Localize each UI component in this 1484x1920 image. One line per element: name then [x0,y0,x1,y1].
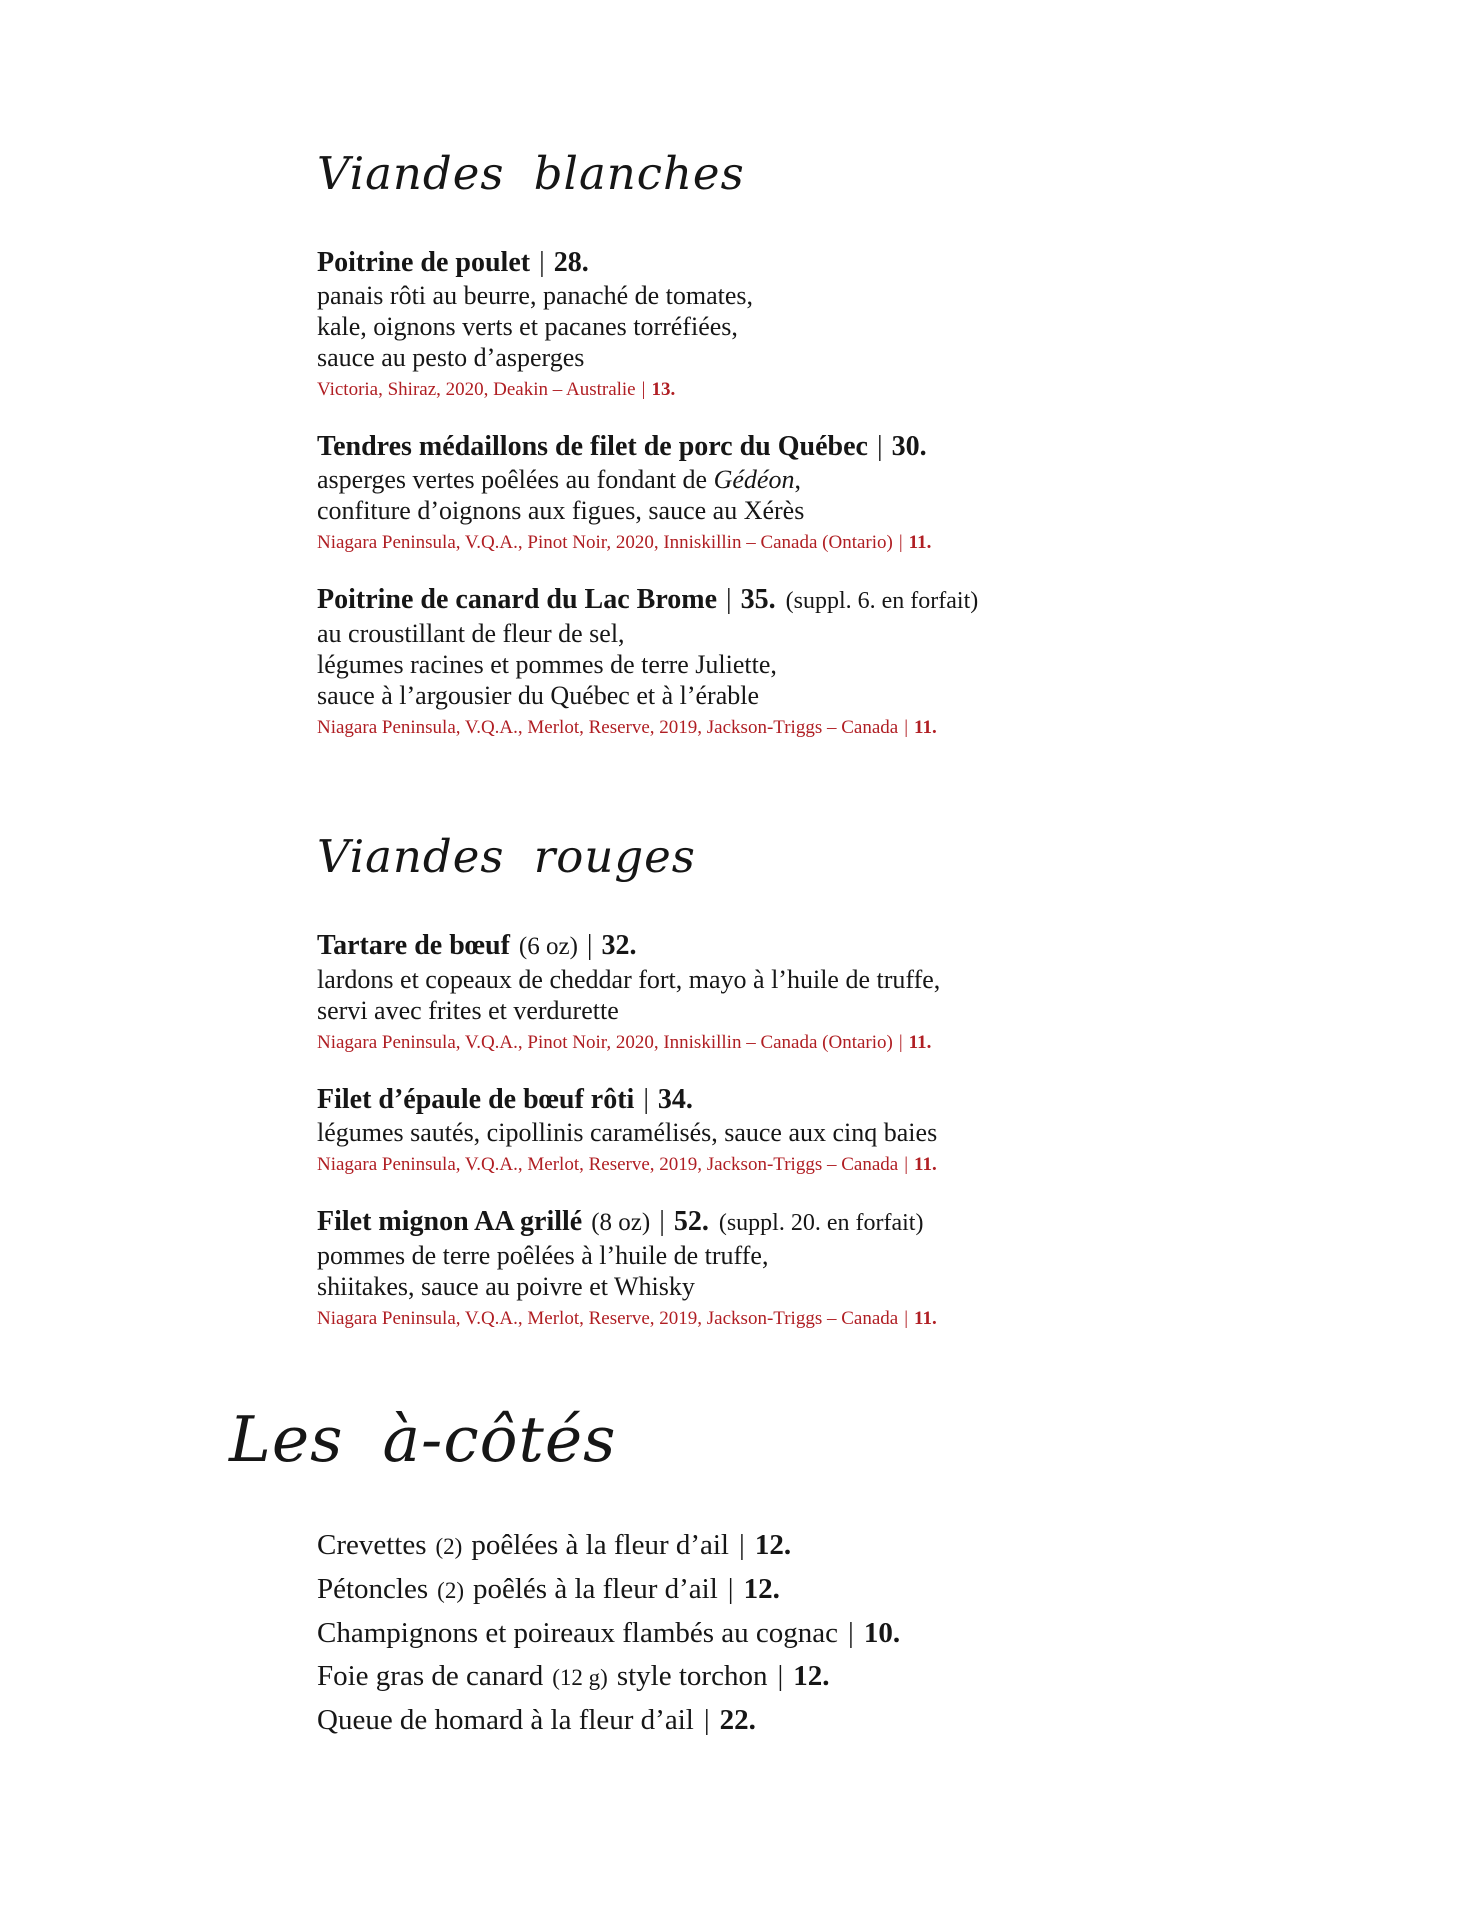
wine-price: 11. [914,1308,937,1329]
price-separator: | [898,1032,903,1053]
dish-description-line: kale, oignons verts et pacanes torréfiées, [317,312,738,341]
side-item-quantity: (12 g) [552,1665,608,1690]
dish-name: Tendres médaillons de filet de porc du Québec [317,431,868,462]
price-separator: | [904,717,908,738]
side-item-name: Crevettes [317,1529,427,1561]
side-item [317,1568,1424,1612]
dish-title [317,430,1424,464]
side-item-price: 12. [793,1660,830,1692]
price-separator: | [904,1308,908,1329]
dish-poitrine-de-canard [317,583,1424,739]
section-viandes-rouges [317,829,1424,1330]
dish-price: 34. [657,1084,693,1115]
description-text: asperges vertes poêlées au fondant de [317,465,714,494]
dish-title [317,929,1424,964]
wine-name: Victoria, Shiraz, 2020, Deakin – Australie [317,379,636,400]
dish-description-line: sauce au pesto d’asperges [317,343,585,372]
dish-size: (8 oz) [591,1209,651,1236]
wine-name: Niagara Peninsula, V.Q.A., Merlot, Reserve, 2019, Jackson-Triggs – Canada [317,1154,899,1175]
price-separator: | [539,247,545,278]
price-separator: | [703,1704,710,1736]
price-separator: | [898,532,903,553]
dish-price: 32. [601,930,637,961]
price-separator: | [904,1154,908,1175]
side-item-name-rest: poêlés à la fleur d’ail [472,1573,718,1605]
side-item-name: Foie gras de canard [317,1660,544,1692]
wine-name: Niagara Peninsula, V.Q.A., Merlot, Reserve, 2019, Jackson-Triggs – Canada [317,1308,899,1329]
side-item-quantity: (2) [437,1578,464,1603]
price-separator: | [641,379,646,400]
dish-supplement: (suppl. 6. en forfait) [785,588,979,614]
section-heading: Viandes blanches [317,147,745,200]
dish-name: Poitrine de canard du Lac Brome [317,584,718,615]
wine-pairing [317,716,1424,739]
wine-price: 11. [914,717,937,738]
wine-pairing [317,1153,1424,1176]
sides-list [317,1524,1424,1742]
dish-title [317,246,1424,280]
side-item-price: 22. [719,1704,756,1736]
dish-size: (6 oz) [518,933,578,960]
dish-price: 52. [673,1206,709,1237]
wine-pairing [317,531,1424,554]
dish-price: 30. [891,431,927,462]
wine-price: 13. [651,379,676,400]
dish-tartare-de-boeuf [317,929,1424,1054]
dish-name: Tartare de bœuf [317,930,510,961]
side-item-name: Queue de homard à la fleur d’ail [317,1704,694,1736]
dish-description-line: sauce à l’argousier du Québec et à l’érable [317,681,760,710]
dish-description-line: au croustillant de fleur de sel, [317,619,625,648]
side-item-name-rest: style torchon [616,1660,768,1692]
description-text: , [794,465,801,494]
dish-filet-epaule [317,1083,1424,1176]
wine-name: Niagara Peninsula, V.Q.A., Pinot Noir, 2020, Inniskillin – Canada (Ontario) [317,532,893,553]
price-separator: | [876,431,883,462]
side-item [317,1524,1424,1568]
side-item-name-rest: poêlées à la fleur d’ail [471,1529,729,1561]
wine-pairing [317,1031,1424,1054]
dish-description-line: pommes de terre poêlées à l’huile de truffe, [317,1241,769,1270]
dish-title [317,1205,1424,1240]
sides-heading: Les à-côtés [229,1403,617,1476]
price-separator: | [586,930,593,961]
side-item [317,1612,1424,1655]
price-separator: | [739,1529,745,1561]
section-heading: Viandes rouges [317,830,696,883]
price-separator: | [848,1617,854,1649]
side-item [317,1655,1424,1699]
side-item-price: 12. [754,1529,792,1561]
wine-name: Niagara Peninsula, V.Q.A., Pinot Noir, 2020, Inniskillin – Canada (Ontario) [317,1032,893,1053]
dish-medaillons-porc [317,430,1424,554]
side-item-name: Champignons et poireaux flambés au cognac [317,1617,839,1649]
dish-description-line: légumes sautés, cipollinis caramélisés, sauce aux cinq baies [317,1118,938,1147]
side-item-price: 12. [743,1573,780,1605]
dish-name: Filet mignon AA grillé [317,1206,583,1237]
dish-description-line: servi avec frites et verdurette [317,996,619,1025]
side-item [317,1699,1424,1742]
dish-price: 28. [553,247,589,278]
dish-price: 35. [740,584,776,615]
side-item-price: 10. [863,1617,901,1649]
dish-poitrine-de-poulet [317,246,1424,401]
wine-pairing [317,378,1424,401]
wine-pairing [317,1307,1424,1330]
dish-description-line: légumes racines et pommes de terre Juliette, [317,650,777,679]
section-les-a-cotes [229,1402,1424,1742]
price-separator: | [726,584,732,615]
wine-price: 11. [908,532,932,553]
side-item-quantity: (2) [435,1534,463,1559]
dish-description-line [317,464,1424,495]
dish-supplement: (suppl. 20. en forfait) [718,1210,924,1236]
dish-title [317,583,1424,618]
wine-price: 11. [908,1032,932,1053]
dish-description-line: lardons et copeaux de cheddar fort, mayo à l’huile de truffe, [317,965,941,994]
dish-description-line: panais rôti au beurre, panaché de tomates, [317,281,754,310]
description-italic-text: Gédéon [713,465,795,494]
dish-description-line: shiitakes, sauce au poivre et Whisky [317,1272,695,1301]
price-separator: | [777,1660,784,1692]
wine-name: Niagara Peninsula, V.Q.A., Merlot, Reserve, 2019, Jackson-Triggs – Canada [317,717,899,738]
wine-price: 11. [914,1154,937,1175]
dish-description-line: confiture d’oignons aux figues, sauce au Xérès [317,496,805,525]
dish-title [317,1083,1424,1117]
price-separator: | [727,1573,734,1605]
price-separator: | [659,1206,665,1237]
section-viandes-blanches [317,146,1424,739]
price-separator: | [643,1084,649,1115]
side-item-name: Pétoncles [317,1573,429,1605]
dish-name: Poitrine de poulet [317,247,531,278]
dish-name: Filet d’épaule de bœuf rôti [317,1084,635,1115]
dish-filet-mignon [317,1205,1424,1330]
